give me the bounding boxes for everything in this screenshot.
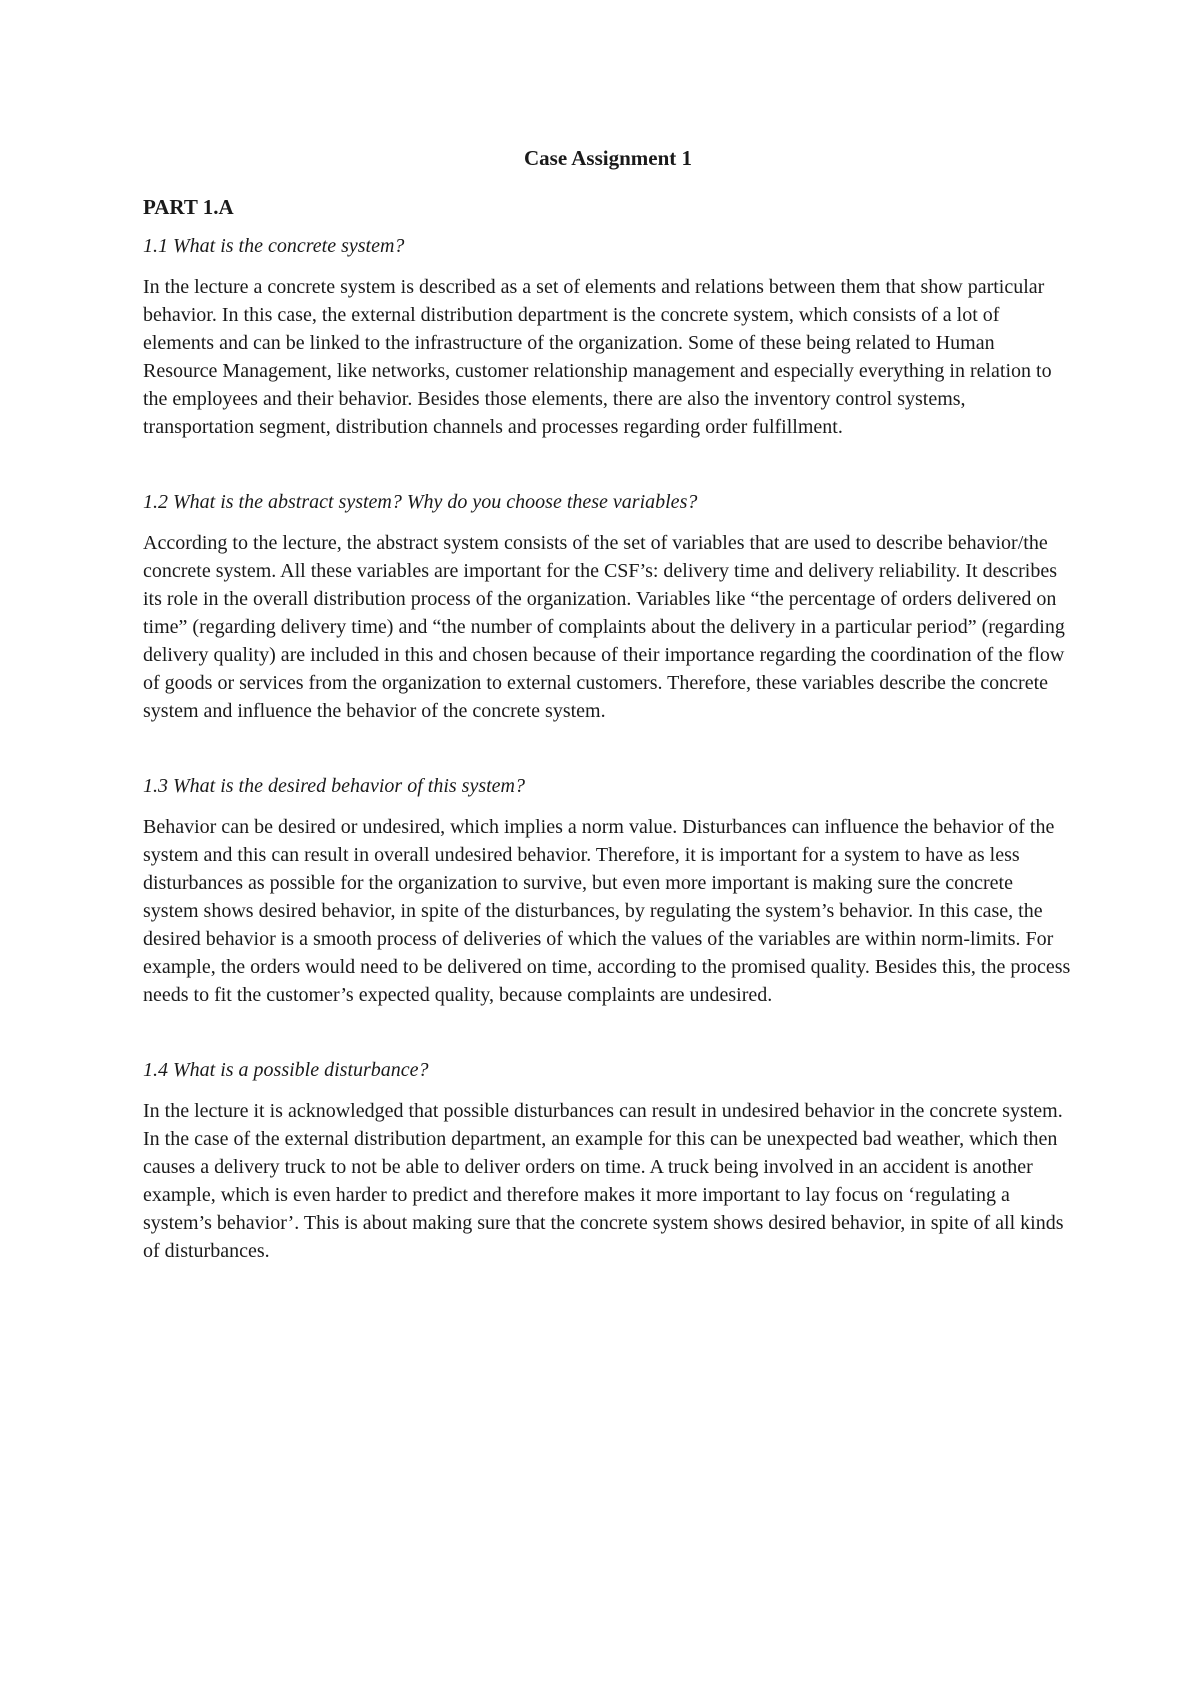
section-1-4 [143, 1056, 1073, 1265]
question-heading: 1.1 What is the concrete system? [143, 235, 405, 257]
section-1-1 [143, 232, 1073, 441]
section-spacer [143, 441, 1073, 488]
answer-paragraph: According to the lecture, the abstract system consists of the set of variables that are used to describe behavior/the concrete system. All these variables are important for the CSF’s: delivery time and delivery reliability. It describes its role in the overall distribution process of the organization. Variables like “the percentage of orders delivered on time” (regarding delivery time) and “the number of complaints about the delivery in a particular period” (regarding delivery quality) are included in this and chosen because of their importance regarding the coordination of the flow of goods or services from the organization to external customers. Therefore, these variables describe the concrete system and influence the behavior of the concrete system. [143, 532, 1065, 722]
section-spacer [143, 1009, 1073, 1056]
answer-paragraph: In the lecture a concrete system is described as a set of elements and relations between them that show particular behavior. In this case, the external distribution department is the concrete system, which consists of a lot of elements and can be linked to the infrastructure of the organization. Some of these being related to Human Resource Management, like networks, customer relationship management and especially everything in relation to the employees and their behavior. Besides those elements, there are also the inventory control systems, transportation segment, distribution channels and processes regarding order fulfillment. [143, 276, 1052, 438]
document-title: Case Assignment 1 [523, 146, 692, 170]
part-heading: PART 1.A [143, 195, 234, 219]
question-heading: 1.2 What is the abstract system? Why do you choose these variables? [143, 491, 698, 513]
document-content [143, 144, 1073, 1265]
question-heading: 1.3 What is the desired behavior of this system? [143, 775, 525, 797]
question-heading: 1.4 What is a possible disturbance? [143, 1059, 429, 1081]
section-1-3 [143, 772, 1073, 1009]
section-spacer [143, 725, 1073, 772]
section-1-2 [143, 488, 1073, 725]
answer-paragraph: In the lecture it is acknowledged that possible disturbances can result in undesired behavior in the concrete system. In the case of the external distribution department, an example for this can be unexpected bad weather, which then causes a delivery truck to not be able to deliver orders on time. A truck being involved in an accident is another example, which is even harder to predict and therefore makes it more important to lay focus on ‘regulating a system’s behavior’. This is about making sure that the concrete system shows desired behavior, in spite of all kinds of disturbances. [143, 1100, 1064, 1262]
answer-paragraph: Behavior can be desired or undesired, which implies a norm value. Disturbances can influence the behavior of the system and this can result in overall undesired behavior. Therefore, it is important for a system to have as less disturbances as possible for the organization to survive, but even more important is making sure the concrete system shows desired behavior, in spite of the disturbances, by regulating the system’s behavior. In this case, the desired behavior is a smooth process of deliveries of which the values of the variables are within norm-limits. For example, the orders would need to be delivered on time, according to the promised quality. Besides this, the process needs to fit the customer’s expected quality, because complaints are undesired. [143, 816, 1071, 1006]
